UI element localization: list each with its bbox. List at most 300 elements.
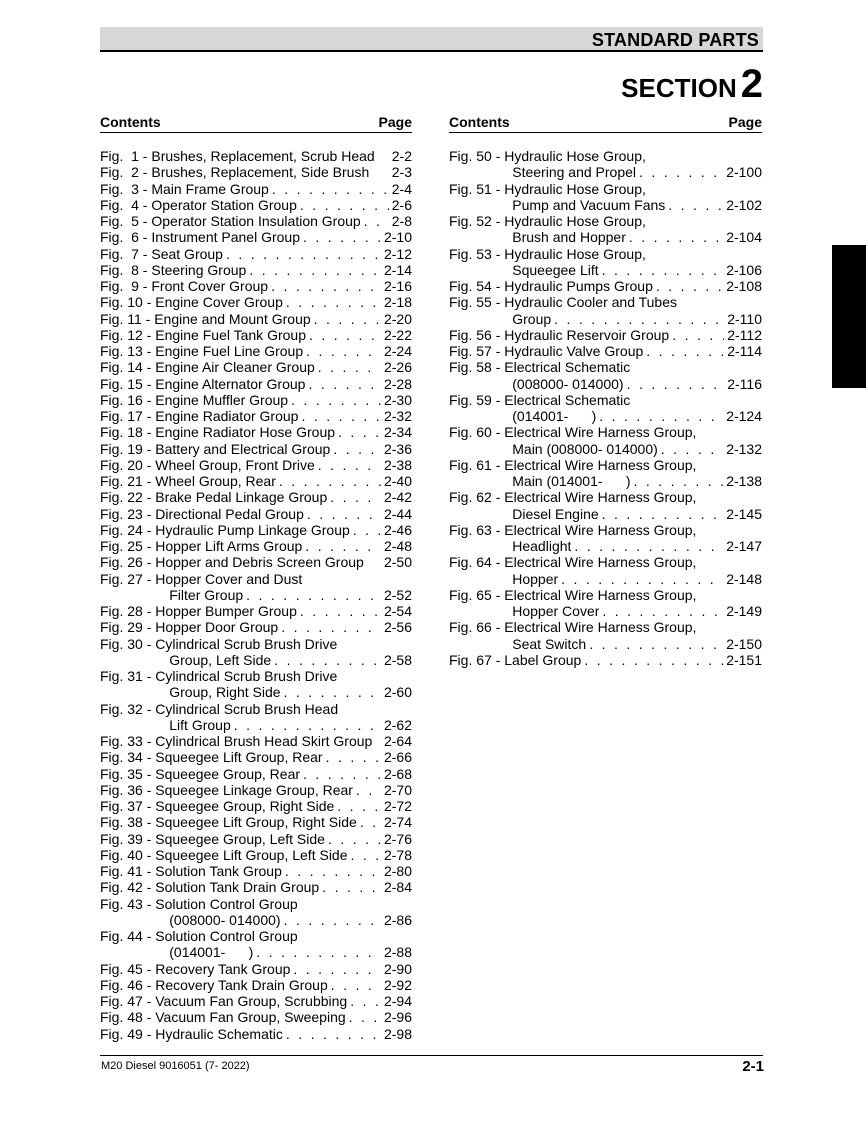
page-ref: 2-18 (383, 294, 412, 311)
entry-line (155, 376, 412, 392)
leader-dots (303, 766, 381, 782)
entry-line (504, 164, 762, 180)
page-ref: 2-8 (391, 213, 412, 229)
entry-line (155, 538, 412, 554)
page-ref: 2-151 (726, 651, 762, 668)
figure-number: Fig. 3 - (100, 180, 152, 197)
toc-entry[interactable] (449, 148, 762, 181)
page-ref: 2-36 (383, 440, 412, 457)
leader-dots (226, 246, 381, 262)
leader-dots (308, 376, 381, 392)
entry-title: Squeegee Linkage Group, Rear (155, 781, 353, 798)
leader-dots (330, 489, 381, 505)
leader-dots (293, 961, 381, 977)
entry-title: Squeegee Lift Group, Left Side (155, 846, 348, 863)
page-ref: 2-56 (383, 619, 412, 636)
toc-entry[interactable] (100, 424, 412, 440)
entry-line (151, 213, 412, 229)
figure-number: Fig. 41 - (100, 863, 156, 879)
toc-entry[interactable] (449, 343, 762, 359)
toc-entry[interactable] (100, 181, 412, 197)
leader-dots (333, 441, 381, 457)
toc-entry[interactable] (100, 278, 412, 294)
entry-title: Electrical Wire Harness Group, (504, 521, 697, 538)
leader-dots (337, 798, 381, 814)
toc-entry[interactable] (100, 311, 412, 327)
entry-title: Electrical Wire Harness Group, (504, 456, 697, 473)
leader-dots (554, 311, 724, 327)
page-ref: 2-100 (726, 164, 762, 181)
entry-line (155, 831, 412, 847)
entry-title: Instrument Panel Group (151, 229, 300, 246)
entry-line (504, 311, 762, 327)
toc-entry[interactable] (100, 879, 412, 895)
entry-title: Squeegee Group, Right Side (155, 798, 335, 814)
toc-entry[interactable] (449, 457, 762, 490)
entry-body (504, 652, 762, 668)
entry-body (504, 619, 762, 652)
entry-line (504, 441, 762, 457)
toc-entry[interactable] (100, 701, 412, 734)
entry-title: Diesel Engine (512, 505, 599, 522)
entry-line (155, 408, 412, 424)
entry-body (504, 343, 762, 359)
entry-line (155, 798, 412, 814)
entry-line (504, 294, 762, 310)
page-ref: 2-30 (383, 391, 412, 408)
page-ref: 2-92 (383, 976, 412, 993)
leader-dots (599, 408, 723, 424)
page-ref: 2-112 (727, 326, 762, 343)
entry-line (155, 1009, 412, 1025)
entry-line (155, 424, 412, 440)
entry-line (504, 278, 762, 294)
figure-number: Fig. 10 - (100, 294, 156, 311)
page-ref: 2-46 (383, 521, 412, 538)
toc-entry[interactable] (449, 652, 762, 668)
leader-dots (286, 1026, 381, 1042)
entry-body (504, 392, 762, 425)
page-ref: 2-3 (391, 164, 412, 181)
toc-entry[interactable] (100, 847, 412, 863)
entry-line (155, 912, 412, 928)
entry-body (155, 847, 412, 863)
entry-line (155, 506, 412, 522)
figure-number: Fig. 63 - (449, 521, 505, 538)
entry-line (155, 896, 412, 912)
toc-entry[interactable] (100, 733, 412, 749)
toc-entry[interactable] (449, 424, 762, 457)
leader-dots (271, 278, 381, 294)
entry-body (504, 213, 762, 246)
entry-title: Label Group (504, 651, 582, 668)
figure-number: Fig. 45 - (100, 960, 156, 977)
entry-line (155, 717, 412, 733)
entry-line (504, 522, 762, 538)
figure-number: Fig. 9 - (100, 278, 152, 294)
figure-number: Fig. 52 - (449, 213, 505, 229)
entry-body (151, 229, 412, 245)
entry-title: Electrical Schematic (504, 391, 631, 408)
toc-entry[interactable] (100, 343, 412, 359)
figure-number: Fig. 32 - (100, 700, 156, 717)
entry-title: Squeegee Lift Group, Rear (155, 749, 323, 766)
toc-entry[interactable] (100, 1026, 412, 1042)
page-ref: 2-58 (383, 651, 412, 668)
page-ref: 2-16 (383, 278, 412, 294)
toc-entry[interactable] (100, 164, 412, 180)
figure-number: Fig. 51 - (449, 180, 505, 197)
page-ref: 2-66 (383, 749, 412, 766)
toc-entry[interactable] (100, 896, 412, 929)
figure-number: Fig. 19 - (100, 440, 156, 457)
entry-body (151, 164, 412, 180)
figure-number: Fig. 36 - (100, 781, 156, 798)
figure-number: Fig. 31 - (100, 668, 156, 684)
entry-line (155, 636, 412, 652)
leader-dots (584, 652, 723, 668)
page-ref: 2-86 (383, 911, 412, 928)
entry-title: Hopper (512, 570, 559, 587)
entry-title: Squeegee Group, Rear (155, 765, 301, 782)
entry-line (155, 652, 412, 668)
page-ref: 2-38 (383, 456, 412, 473)
figure-number: Fig. 1 - (100, 148, 152, 164)
toc-entry[interactable] (100, 197, 412, 213)
leader-dots (284, 912, 381, 928)
contents-label: Contents (449, 114, 510, 130)
toc-entry[interactable] (100, 961, 412, 977)
page-ref: 2-20 (383, 310, 412, 327)
entry-body (151, 148, 412, 164)
entry-line (155, 944, 412, 960)
toc-entry[interactable] (449, 213, 762, 246)
leader-dots (668, 197, 723, 213)
footer-rule (100, 1055, 763, 1056)
page-ref: 2-6 (391, 196, 412, 213)
toc-entry[interactable] (449, 587, 762, 620)
entry-body (155, 766, 412, 782)
figure-number: Fig. 38 - (100, 814, 156, 831)
entry-line (151, 229, 412, 245)
entry-body (155, 408, 412, 424)
toc-entry[interactable] (449, 392, 762, 425)
entry-title: Recovery Tank Drain Group (155, 976, 328, 993)
toc-entry[interactable] (100, 148, 412, 164)
figure-number: Fig. 67 - (449, 651, 505, 668)
entry-body (155, 1009, 412, 1025)
toc-entry[interactable] (100, 376, 412, 392)
entry-line (504, 603, 762, 619)
entry-line (504, 213, 762, 229)
entry-title: Electrical Wire Harness Group, (504, 586, 697, 603)
page-ref: 2-148 (726, 570, 762, 587)
page-ref: 2-149 (726, 603, 762, 619)
entry-body (155, 603, 412, 619)
page-ref: 2-74 (383, 814, 412, 831)
figure-number: Fig. 49 - (100, 1025, 156, 1042)
page-ref: 2-150 (726, 635, 762, 652)
toc-entry[interactable] (100, 457, 412, 473)
leader-dots (322, 879, 381, 895)
figure-number: Fig. 66 - (449, 619, 505, 636)
entry-title: Brushes, Replacement, Side Brush (151, 164, 370, 181)
leader-dots (284, 684, 381, 700)
entry-body (155, 961, 412, 977)
entry-body (151, 181, 412, 197)
page-ref: 2-116 (727, 375, 762, 392)
toc-entry[interactable] (100, 749, 412, 765)
page-ref: 2-12 (383, 245, 412, 262)
entry-title: Engine Muffler Group (155, 391, 289, 408)
entry-line (504, 506, 762, 522)
toc-entry[interactable] (449, 294, 762, 327)
entry-line (504, 197, 762, 213)
page-ref: 2-132 (726, 440, 762, 457)
entry-line (155, 489, 412, 505)
figure-number: Fig. 28 - (100, 603, 156, 619)
figure-number: Fig. 34 - (100, 749, 156, 766)
entry-line (155, 457, 412, 473)
figure-number: Fig. 24 - (100, 521, 156, 538)
page-ref: 2-80 (383, 863, 412, 879)
figure-number: Fig. 55 - (449, 294, 505, 311)
toc-entry[interactable] (100, 636, 412, 669)
toc-entry[interactable] (100, 522, 412, 538)
entry-title: Brake Pedal Linkage Group (155, 489, 328, 506)
entry-title: Solution Control Group (155, 928, 298, 944)
leader-dots (602, 506, 724, 522)
entry-line (504, 246, 762, 262)
toc-entry[interactable] (449, 619, 762, 652)
toc-entry[interactable] (100, 246, 412, 262)
entry-title: Hydraulic Cooler and Tubes (504, 294, 678, 311)
leader-dots (307, 506, 381, 522)
figure-number: Fig. 44 - (100, 928, 156, 944)
page-ref: 2-78 (383, 846, 412, 863)
entry-title: Hydraulic Schematic (155, 1025, 283, 1042)
entry-line (155, 701, 412, 717)
toc-entry[interactable] (449, 489, 762, 522)
page-ref: 2-50 (383, 554, 412, 571)
toc-entry[interactable] (449, 278, 762, 294)
page-ref: 2-94 (383, 993, 412, 1009)
entry-body (155, 506, 412, 522)
page-ref: 2-72 (383, 798, 412, 814)
page-label: Page (728, 114, 762, 130)
figure-number: Fig. 35 - (100, 765, 156, 782)
toc-entry[interactable] (100, 408, 412, 424)
page-ref: 2-22 (383, 326, 412, 343)
toc-entry[interactable] (100, 814, 412, 830)
figure-number: Fig. 61 - (449, 456, 505, 473)
leader-dots (639, 164, 723, 180)
page-ref: 2-138 (726, 473, 762, 489)
page-ref: 2-76 (383, 830, 412, 847)
leader-dots (646, 343, 724, 359)
toc-entry[interactable] (449, 327, 762, 343)
entry-title: (014001- ) (169, 944, 254, 961)
figure-number: Fig. 20 - (100, 456, 156, 473)
figure-number: Fig. 65 - (449, 586, 505, 603)
figure-number: Fig. 8 - (100, 261, 152, 278)
page-ref: 2-90 (383, 960, 412, 977)
toc-entry[interactable] (100, 359, 412, 375)
toc-entry[interactable] (100, 327, 412, 343)
entry-body (155, 701, 412, 734)
entry-line (151, 181, 412, 197)
page-ref: 2-114 (727, 343, 762, 359)
entry-title: (008000- 014000) (169, 911, 281, 928)
toc-entry[interactable] (100, 441, 412, 457)
toc-entry[interactable] (100, 1009, 412, 1025)
entry-title: Main Frame Group (151, 180, 269, 197)
toc-entry[interactable] (100, 229, 412, 245)
entry-body (504, 522, 762, 555)
leader-dots (301, 408, 381, 424)
entry-body (155, 879, 412, 895)
figure-number: Fig. 37 - (100, 798, 156, 814)
figure-number: Fig. 15 - (100, 375, 156, 392)
toc-entry[interactable] (100, 392, 412, 408)
leader-dots (326, 749, 381, 765)
entry-title: Group (512, 310, 552, 327)
entry-body (155, 636, 412, 669)
entry-line (151, 278, 412, 294)
entry-line (504, 181, 762, 197)
entry-line (155, 1026, 412, 1042)
toc-entry[interactable] (100, 213, 412, 229)
toc-entry[interactable] (100, 603, 412, 619)
page-ref: 2-104 (726, 229, 762, 246)
entry-title: Operator Station Insulation Group (151, 213, 361, 229)
toc-entry[interactable] (100, 489, 412, 505)
toc-entry[interactable] (449, 522, 762, 555)
entry-line (151, 197, 412, 213)
leader-dots (351, 847, 381, 863)
page-ref: 2-60 (383, 684, 412, 701)
leader-dots (285, 863, 381, 879)
leader-dots (328, 831, 381, 847)
leader-dots (272, 181, 389, 197)
entry-line (504, 457, 762, 473)
entry-title: Group, Left Side (169, 651, 272, 668)
toc-entry[interactable] (100, 619, 412, 635)
entry-line (155, 733, 412, 749)
entry-line (504, 473, 762, 489)
toc-entry[interactable] (100, 863, 412, 879)
toc-entry[interactable] (100, 262, 412, 278)
leader-dots (589, 636, 723, 652)
toc-entry[interactable] (100, 571, 412, 604)
entry-line (155, 587, 412, 603)
toc-entry[interactable] (100, 798, 412, 814)
entry-body (504, 181, 762, 214)
toc-entry[interactable] (100, 473, 412, 489)
toc-entry[interactable] (100, 993, 412, 1009)
entry-title: Main (008000- 014000) (512, 440, 658, 457)
entry-line (155, 392, 412, 408)
figure-number: Fig. 33 - (100, 733, 156, 749)
toc-entry[interactable] (100, 831, 412, 847)
page-ref: 2-26 (383, 359, 412, 376)
figure-number: Fig. 50 - (449, 148, 505, 164)
toc-entry[interactable] (100, 506, 412, 522)
toc-entry[interactable] (100, 782, 412, 798)
entry-body (155, 831, 412, 847)
entry-body (155, 993, 412, 1009)
entry-title: Electrical Wire Harness Group, (504, 554, 697, 571)
entry-title: Group, Right Side (169, 684, 281, 701)
entry-body (155, 489, 412, 505)
entry-title: Electrical Wire Harness Group, (504, 424, 697, 441)
entry-line (504, 343, 762, 359)
entry-title: Squeegee Group, Left Side (155, 830, 325, 847)
entry-line (504, 392, 762, 408)
leader-dots (349, 1009, 381, 1025)
entry-line (504, 229, 762, 245)
header-title: STANDARD PARTS (591, 30, 759, 50)
toc-entry[interactable] (449, 246, 762, 279)
toc-entry[interactable] (100, 294, 412, 310)
toc-entry[interactable] (100, 766, 412, 782)
entry-body (155, 798, 412, 814)
entry-title: Solution Control Group (155, 895, 298, 912)
entry-body (155, 359, 412, 375)
section-word: SECTION (621, 73, 737, 103)
entry-line (155, 619, 412, 635)
figure-number: Fig. 18 - (100, 424, 156, 441)
entry-line (155, 554, 412, 570)
leader-dots (306, 343, 381, 359)
contents-column-left (100, 110, 412, 1042)
entry-title: Hydraulic Valve Group (504, 343, 644, 359)
toc-entry[interactable] (100, 668, 412, 701)
toc-entry[interactable] (100, 554, 412, 570)
contents-column-right (449, 110, 762, 668)
toc-entry[interactable] (100, 977, 412, 993)
entry-body (151, 197, 412, 213)
entry-line (155, 879, 412, 895)
entry-line (155, 684, 412, 700)
entry-line (155, 863, 412, 879)
entry-line (155, 359, 412, 375)
leader-dots (309, 327, 381, 343)
toc-entry[interactable] (449, 554, 762, 587)
toc-entry[interactable] (449, 359, 762, 392)
entry-title: Hydraulic Pumps Group (504, 278, 653, 294)
page-ref: 2-52 (383, 586, 412, 603)
entry-body (504, 327, 762, 343)
entry-title: Headlight (512, 538, 572, 554)
entry-body (154, 311, 412, 327)
entry-line (155, 668, 412, 684)
figure-number: Fig. 25 - (100, 538, 156, 554)
entry-body (155, 863, 412, 879)
leader-dots (291, 392, 381, 408)
leader-dots (318, 359, 381, 375)
page-ref: 2-145 (726, 505, 762, 522)
toc-entry[interactable] (449, 181, 762, 214)
entry-line (155, 847, 412, 863)
leader-dots (274, 652, 381, 668)
entry-title: Engine Radiator Hose Group (155, 424, 336, 441)
toc-entry[interactable] (100, 538, 412, 554)
figure-number: Fig. 21 - (100, 473, 156, 489)
entry-body (155, 1026, 412, 1042)
entry-title: Solution Tank Drain Group (155, 879, 320, 896)
toc-entry[interactable] (100, 928, 412, 961)
